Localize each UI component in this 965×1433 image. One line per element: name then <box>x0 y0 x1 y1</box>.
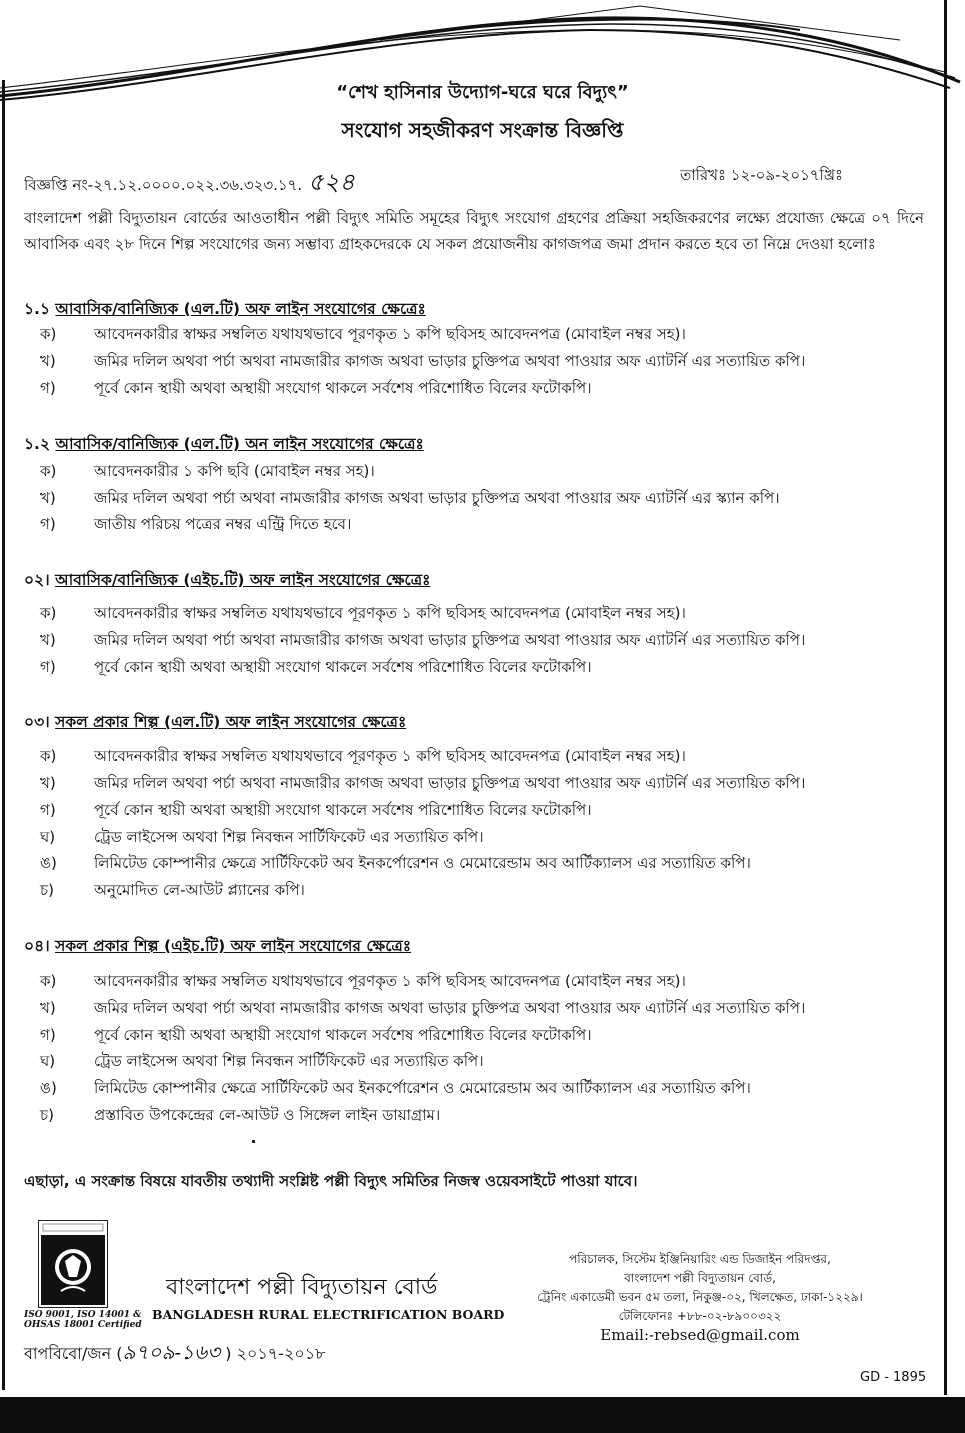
item-label: ঘ) <box>40 1052 56 1070</box>
stray-mark <box>252 1140 255 1143</box>
list-item <box>40 772 805 797</box>
contact-email: Email:-rebsed@gmail.com <box>600 1326 800 1344</box>
section-number: ০২। <box>24 571 50 589</box>
address-line-4: টেলিফোনঃ +৮৮-০২-৮৯০০৩২২ <box>618 1309 782 1323</box>
section-heading-1-1 <box>24 297 426 323</box>
item-label: ক) <box>40 972 57 990</box>
item-label: ক) <box>40 747 57 765</box>
list-item <box>40 970 686 995</box>
item-label: খ) <box>40 489 56 507</box>
iso-line-1: ISO 9001, ISO 14001 & <box>24 1310 142 1320</box>
item-text: প্রস্তাবিত উপকেন্দ্রের লে-আউট ও সিঙ্গেল লাইন ডায়াগ্রাম। <box>94 1106 441 1124</box>
memo-number-handwritten: ৫২৪ <box>308 168 355 196</box>
section-number: ১.২ <box>24 435 51 453</box>
section-title: সকল প্রকার শিল্প (এল.টি) অফ লাইন সংযোগের ক্ষেত্রেঃ <box>55 713 407 731</box>
section-title: আবাসিক/বানিজ্যিক (এল.টি) অফ লাইন সংযোগের ক্ষেত্রেঃ <box>55 300 426 318</box>
item-label: ঙ) <box>40 854 57 872</box>
list-item <box>40 997 805 1022</box>
frame-right-border <box>944 0 947 1395</box>
item-label: খ) <box>40 631 56 649</box>
item-text: ট্রেড লাইসেন্স অথবা শিল্প নিবন্ধন সার্টিফিকেট এর সত্যায়িত কপি। <box>94 1052 484 1070</box>
item-text: আবেদনকারীর স্বাক্ষর সম্বলিত যথাযথভাবে পূরণকৃত ১ কপি ছবিসহ আবেদনপত্র (মোবাইল নম্বর সহ)। <box>94 604 686 622</box>
item-text: জাতীয় পরিচয় পত্রের নম্বর এন্ট্রি দিতে হবে। <box>94 515 352 533</box>
list-item <box>40 1024 592 1049</box>
section-number: ০৩। <box>24 713 50 731</box>
item-text: আবেদনকারীর স্বাক্ষর সম্বলিত যথাযথভাবে পূরণকৃত ১ কপি ছবিসহ আবেদনপত্র (মোবাইল নম্বর সহ)। <box>94 972 686 990</box>
item-label: গ) <box>40 379 56 397</box>
item-label: গ) <box>40 515 56 533</box>
list-item <box>40 487 780 512</box>
list-item <box>40 629 805 654</box>
footer-note: এছাড়া, এ সংক্রান্ত বিষয়ে যাবতীয় তথ্যাদী সংশ্লিষ্ট পল্লী বিদ্যুৎ সমিতির নিজস্ব ওয়েবসাইটে পাওয়া যাবে। <box>24 1172 638 1190</box>
list-item <box>40 350 805 375</box>
list-item <box>40 852 751 877</box>
bapabibo-prefix: বাপবিবো/জন ( <box>24 1344 123 1363</box>
notice-title: সংযোগ সহজীকরণ সংক্রান্ত বিজ্ঞপ্তি <box>341 118 624 142</box>
item-text: লিমিটেড কোম্পানীর ক্ষেত্রে সার্টিফিকেট অব ইনকর্পোরেশন ও মেমোরেন্ডাম অব আর্টিক্যালস এর সত্যায়িত কপি। <box>94 1079 751 1097</box>
list-item <box>40 745 686 770</box>
section-heading-1-2 <box>24 432 424 458</box>
org-name-bangla: বাংলাদেশ পল্লী বিদ্যুতায়ন বোর্ড <box>166 1275 438 1300</box>
list-item <box>40 879 305 904</box>
item-label: চ) <box>40 1106 54 1124</box>
item-text: লিমিটেড কোম্পানীর ক্ষেত্রে সার্টিফিকেট অব ইনকর্পোরেশন ও মেমোরেন্ডাম অব আর্টিক্যালস এর সত্যায়িত কপি। <box>94 854 751 872</box>
notice-date: তারিখঃ ১২-০৯-২০১৭খ্রিঃ <box>680 166 843 184</box>
item-text: পূর্বে কোন স্থায়ী অথবা অস্থায়ী সংযোগ থাকলে সর্বশেষ পরিশোধিত বিলের ফটোকপি। <box>94 379 592 397</box>
section-title: আবাসিক/বানিজ্যিক (এইচ.টি) অফ লাইন সংযোগের ক্ষেত্রেঃ <box>55 571 431 589</box>
item-label: চ) <box>40 881 54 899</box>
bottom-scan-border <box>0 1397 965 1433</box>
item-label: গ) <box>40 658 56 676</box>
item-text: পূর্বে কোন স্থায়ী অথবা অস্থায়ী সংযোগ থাকলে সর্বশেষ পরিশোধিত বিলের ফটোকপি। <box>94 658 592 676</box>
section-title: সকল প্রকার শিল্প (এইচ.টি) অফ লাইন সংযোগের ক্ষেত্রেঃ <box>55 937 412 955</box>
item-text: জমির দলিল অথবা পর্চা অথবা নামজারীর কাগজ অথবা ভাড়ার চুক্তিপত্র অথবা পাওয়ার অফ এ্যাটর্নি এর সত্যায়িত কপি। <box>94 352 806 370</box>
bapabibo-reference <box>24 1338 326 1371</box>
item-label: গ) <box>40 1026 56 1044</box>
memo-number <box>24 164 355 204</box>
reb-logo <box>38 1220 108 1308</box>
list-item <box>40 460 375 485</box>
item-label: গ) <box>40 801 56 819</box>
org-name-english: BANGLADESH RURAL ELECTRIFICATION BOARD <box>152 1307 505 1322</box>
item-text: আবেদনকারীর স্বাক্ষর সম্বলিত যথাযথভাবে পূরণকৃত ১ কপি ছবিসহ আবেদনপত্র (মোবাইল নম্বর সহ)। <box>94 325 686 343</box>
list-item <box>40 799 592 824</box>
gd-code: GD - 1895 <box>860 1370 927 1385</box>
list-item <box>40 1050 484 1075</box>
item-text: আবেদনকারীর স্বাক্ষর সম্বলিত যথাযথভাবে পূরণকৃত ১ কপি ছবিসহ আবেদনপত্র (মোবাইল নম্বর সহ)। <box>94 747 686 765</box>
item-text: জমির দলিল অথবা পর্চা অথবা নামজারীর কাগজ অথবা ভাড়ার চুক্তিপত্র অথবা পাওয়ার অফ এ্যাটর্নি এর সত্যায়িত কপি। <box>94 631 806 649</box>
intro-paragraph: বাংলাদেশ পল্লী বিদ্যুতায়ন বোর্ডের আওতাধীন পল্লী বিদ্যুৎ সমিতি সমূহের বিদ্যুৎ সংযোগ গ্রহণের প্রক্রিয়া সহজিকরণের লক্ষ্যে প্রযোজ্য ক্ষেত্রে ০৭ দিনে আবাসিক এবং ২৮ দিনে শিল্প সংযোগের জন্য সম্ভাব্য গ্রাহকদেরকে যে সকল প্রয়োজনীয় কাগজপত্র জমা প্রদান করতে হবে তা নিম্নে দেওয়া হলোঃ <box>24 209 924 253</box>
item-text: আবেদনকারীর ১ কপি ছবি (মোবাইল নম্বর সহ)। <box>94 462 375 480</box>
item-label: ক) <box>40 325 57 343</box>
item-text: জমির দলিল অথবা পর্চা অথবা নামজারীর কাগজ অথবা ভাড়ার চুক্তিপত্র অথবা পাওয়ার অফ এ্যাটর্নি এর সত্যায়িত কপি। <box>94 999 806 1017</box>
slogan: “শেখ হাসিনার উদ্যোগ-ঘরে ঘরে বিদ্যুৎ” <box>336 82 629 103</box>
item-text: জমির দলিল অথবা পর্চা অথবা নামজারীর কাগজ অথবা ভাড়ার চুক্তিপত্র অথবা পাওয়ার অফ এ্যাটর্নি এর স্ক্যান কপি। <box>94 489 780 507</box>
frame-left-border <box>2 80 5 1390</box>
address-line-2: বাংলাদেশ পল্লী বিদ্যুতায়ন বোর্ড, <box>624 1271 776 1285</box>
list-item <box>40 826 484 851</box>
item-text: অনুমোদিত লে-আউট প্ল্যানের কপি। <box>94 881 305 899</box>
section-number: ০৪। <box>24 937 50 955</box>
item-label: ক) <box>40 604 57 622</box>
item-label: ঘ) <box>40 828 56 846</box>
list-item <box>40 602 686 627</box>
memo-number-text: বিজ্ঞপ্তি নং-২৭.১২.০০০০.০২২.৩৬.৩২৩.১৭. <box>24 176 303 194</box>
list-item <box>40 1077 751 1102</box>
section-heading-04 <box>24 934 411 960</box>
reb-logo-graphic <box>39 1221 107 1307</box>
contact-address <box>500 1250 900 1345</box>
item-label: ঙ) <box>40 1079 57 1097</box>
item-text: পূর্বে কোন স্থায়ী অথবা অস্থায়ী সংযোগ থাকলে সর্বশেষ পরিশোধিত বিলের ফটোকপি। <box>94 1026 592 1044</box>
item-text: ট্রেড লাইসেন্স অথবা শিল্প নিবন্ধন সার্টিফিকেট এর সত্যায়িত কপি। <box>94 828 484 846</box>
item-text: জমির দলিল অথবা পর্চা অথবা নামজারীর কাগজ অথবা ভাড়ার চুক্তিপত্র অথবা পাওয়ার অফ এ্যাটর্নি এর সত্যায়িত কপি। <box>94 774 806 792</box>
bapabibo-suffix: ) ২০১৭-২০১৮ <box>225 1344 326 1363</box>
item-label: খ) <box>40 352 56 370</box>
section-heading-03 <box>24 710 406 736</box>
list-item <box>40 377 592 402</box>
item-text: পূর্বে কোন স্থায়ী অথবা অস্থায়ী সংযোগ থাকলে সর্বশেষ পরিশোধিত বিলের ফটোকপি। <box>94 801 592 819</box>
item-label: ক) <box>40 462 57 480</box>
address-line-3: ট্রেনিং একাডেমী ভবন ৫ম তলা, নিকুঞ্জ-০২, খিলক্ষেত, ঢাকা-১২২৯। <box>537 1290 863 1304</box>
list-item <box>40 513 351 538</box>
item-label: খ) <box>40 999 56 1017</box>
list-item <box>40 323 686 348</box>
section-title: আবাসিক/বানিজ্যিক (এল.টি) অন লাইন সংযোগের ক্ষেত্রেঃ <box>55 435 424 453</box>
list-item <box>40 1104 440 1129</box>
item-label: খ) <box>40 774 56 792</box>
iso-line-2: OHSAS 18001 Certified <box>24 1320 142 1330</box>
address-line-1: পরিচালক, সিস্টেম ইঞ্জিনিয়ারিং এন্ড ডিজাইন পরিদপ্তর, <box>569 1252 831 1266</box>
bapabibo-handwritten-number: ৯৭০৯-১৬৩ <box>122 1340 221 1364</box>
list-item <box>40 656 592 681</box>
section-heading-02 <box>24 568 430 594</box>
iso-certification <box>24 1310 142 1330</box>
section-number: ১.১ <box>24 300 51 318</box>
